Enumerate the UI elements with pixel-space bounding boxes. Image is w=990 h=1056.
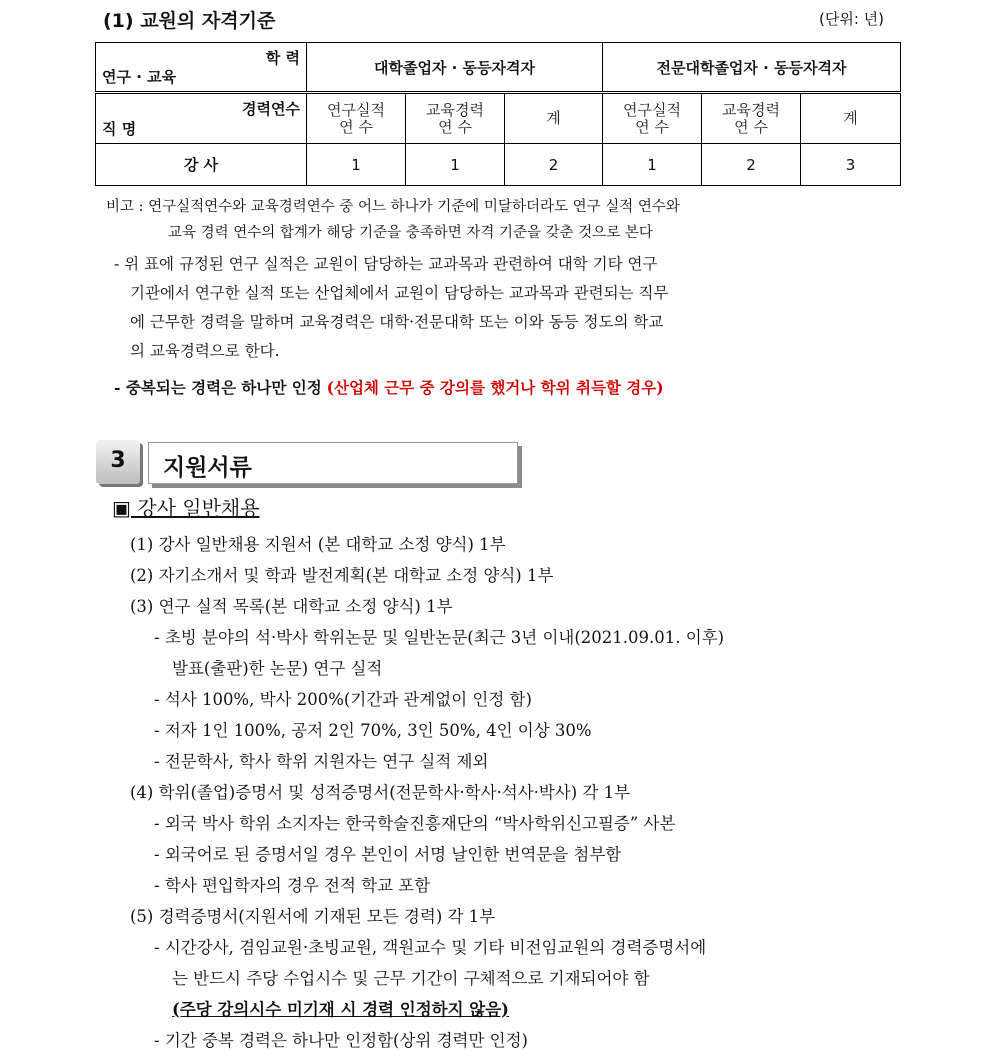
subheader-teaching-years-2: 교육경력 연 수 xyxy=(702,93,801,144)
note-duplicate-career xyxy=(114,373,664,403)
row-label-lecturer: 강 사 xyxy=(96,144,307,186)
table-cell: 1 xyxy=(406,144,505,186)
note-paragraph-research: - 위 표에 규정된 연구 실적은 교원이 담당하는 교과목과 관련하여 대학 기타 연구 기관에서 연구한 실적 또는 산업체에서 교원이 담당하는 교과목과 관련되는 직무 에 근무한 경력을 말하며 교육경력은 대학·전문대학 또는 이와 동등 정도의 학교 의 교육경력으로 한다. xyxy=(114,255,669,360)
list-item: (2) 자기소개서 및 학과 발전계획(본 대학교 소정 양식) 1부 xyxy=(130,566,554,585)
list-item: - 외국어로 된 증명서일 경우 본인이 서명 날인한 번역문을 첨부함 xyxy=(154,845,622,864)
header-corner-education xyxy=(96,43,307,93)
group-header-university: 대학졸업자 · 동등자격자 xyxy=(307,43,603,93)
duplicate-career-red-note: (산업체 근무 중 강의를 했거나 학위 취득할 경우) xyxy=(326,378,664,397)
list-item: (1) 강사 일반채용 지원서 (본 대학교 소정 양식) 1부 xyxy=(130,535,506,554)
section-title-qualification: (1) 교원의 자격기준 xyxy=(103,10,276,32)
section-title-box xyxy=(148,442,518,484)
duplicate-career-text: - 중복되는 경력은 하나만 인정 xyxy=(114,378,322,397)
list-item: - 시간강사, 겸임교원·초빙교원, 객원교수 및 기타 비전임교원의 경력증명서에 xyxy=(154,938,707,957)
document-list xyxy=(130,529,724,1056)
header-corner-career xyxy=(96,93,307,144)
table-cell: 1 xyxy=(307,144,406,186)
list-item: (3) 연구 실적 목록(본 대학교 소정 양식) 1부 xyxy=(130,597,453,616)
corner-bottom-label: 연구 · 교육 xyxy=(102,68,177,86)
corner-top-label: 학 력 xyxy=(265,49,300,67)
unit-label: (단위: 년) xyxy=(819,10,884,28)
table-cell: 3 xyxy=(801,144,901,186)
list-item: - 기간 중복 경력은 하나만 인정함(상위 경력만 인정) xyxy=(154,1031,528,1050)
subheader-research-years-1: 연구실적 연 수 xyxy=(307,93,406,144)
corner2-bottom-label: 직 명 xyxy=(102,120,137,138)
list-item: - 초빙 분야의 석·박사 학위논문 및 일반논문(최근 3년 이내(2021.09.01. 이후) xyxy=(154,628,725,647)
list-item: - 석사 100%, 박사 200%(기간과 관계없이 인정 함) xyxy=(154,690,532,709)
list-item: (5) 경력증명서(지원서에 기재된 모든 경력) 각 1부 xyxy=(130,907,496,926)
note-bigo: 비고 : 연구실적연수와 교육경력연수 중 어느 하나가 기준에 미달하더라도 연구 실적 연수와 교육 경력 연수의 합계가 해당 기준을 충족하면 자격 기준을 갖춘 것으로 본다 xyxy=(106,199,680,241)
subheader-research-years-2: 연구실적 연 수 xyxy=(603,93,702,144)
subheader-total-2: 계 xyxy=(801,93,901,144)
group-header-college: 전문대학졸업자 · 동등자격자 xyxy=(603,43,901,93)
table-cell: 2 xyxy=(505,144,603,186)
section-title: 지원서류 xyxy=(163,455,252,481)
list-item-underlined: (주당 강의시수 미기재 시 경력 인정하지 않음) xyxy=(172,1000,509,1019)
list-item: - 학사 편입학자의 경우 전적 학교 포함 xyxy=(154,876,431,895)
qualification-table xyxy=(95,42,901,186)
list-item: - 전문학사, 학사 학위 지원자는 연구 실적 제외 xyxy=(154,752,489,771)
list-item: - 외국 박사 학위 소지자는 한국학술진흥재단의 “박사학위신고필증” 사본 xyxy=(154,814,676,833)
list-item: - 저자 1인 100%, 공저 2인 70%, 3인 50%, 4인 이상 30% xyxy=(154,721,592,740)
corner2-top-label: 경력연수 xyxy=(242,100,300,118)
subheader-total-1: 계 xyxy=(505,93,603,144)
table-cell: 1 xyxy=(603,144,702,186)
list-item: 발표(출판)한 논문) 연구 실적 xyxy=(172,659,383,678)
list-item: (4) 학위(졸업)증명서 및 성적증명서(전문학사·학사·석사·박사) 각 1부 xyxy=(130,783,631,802)
subheader-teaching-years-1: 교육경력 연 수 xyxy=(406,93,505,144)
section-number-badge: 3 xyxy=(96,440,140,484)
table-cell: 2 xyxy=(702,144,801,186)
subsection-lecturer-general: ▣ 강사 일반채용 xyxy=(112,496,260,520)
list-item: 는 반드시 주당 수업시수 및 근무 기간이 구체적으로 기재되어야 함 xyxy=(172,969,650,988)
